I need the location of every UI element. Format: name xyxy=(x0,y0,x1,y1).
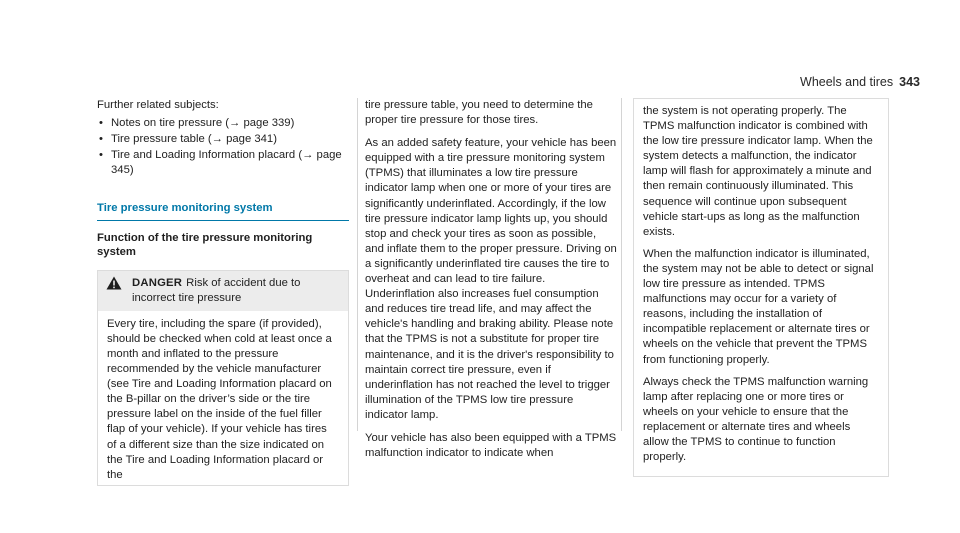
related-subjects-intro: Further related subjects: xyxy=(97,99,219,111)
page-header xyxy=(800,75,920,89)
column-divider-2 xyxy=(621,98,622,431)
section-title: Tire pressure monitoring system xyxy=(97,201,349,220)
continued-danger-box xyxy=(633,98,889,477)
danger-label: DANGER xyxy=(132,276,183,289)
danger-body: Every tire, including the spare (if provided), should be checked when cold at least once a month and inflated to the pressure recommended by the vehicle manufacturer (see Tire and Loading Information placard on the B-pillar on the driver’s side or the tire pressure label on the inside of the fuel filler flap of your vehicle). If your vehicle has tires of a different size than the size indicated on the Tire and Loading Information placard or the xyxy=(107,317,332,481)
column-3 xyxy=(633,98,889,477)
column-divider-1 xyxy=(357,98,358,431)
list-item[interactable]: • Tire and Loading Information placard (→ page 345) xyxy=(97,148,349,178)
danger-header xyxy=(98,271,348,311)
page-number: 343 xyxy=(899,75,920,89)
list-item[interactable]: • Tire pressure table (→ page 341) xyxy=(97,132,349,147)
header-title: Wheels and tires xyxy=(800,75,894,89)
warning-triangle-icon xyxy=(106,276,132,306)
paragraph: As an added safety feature, your vehicle has been equipped with a tire pressure monitoring system (TPMS) that illuminates a low tire pressure indicator lamp when one or more of your tires are significantly underinflated. Accordingly, if the low tire pressure indicator lamp lights up, you should stop and check your tires as soon as possible, and inflate them to the proper pressure. Driving on a significantly underinflated tire causes the tire to overheat and can lead to tire failure. Underinflation also increases fuel consumption and reduces tire tread life, and may affect the vehicle's handling and braking ability. Please note that the TPMS is not a substitute for proper tire maintenance, and it is the driver's responsibility to maintain correct tire pressure, even if underinflation has not reached the level to trigger illumination of the TPMS low tire pressure indicator lamp. xyxy=(365,137,617,421)
paragraph: Always check the TPMS malfunction warning lamp after replacing one or more tires or wheels on your vehicle to ensure that the replacement or alternate tires and wheels allow the TPMS to continue to function properly. xyxy=(643,375,869,464)
danger-heading: Risk of accident due to incorrect tire pressure xyxy=(132,276,301,304)
related-subjects-list xyxy=(97,116,349,178)
danger-box xyxy=(97,270,349,486)
column-2 xyxy=(365,98,617,469)
paragraph: the system is not operating properly. The TPMS malfunction indicator is combined with the low tire pressure indicator lamp. When the system detects a malfunction, the indicator lamp will flash for approximately a minute and then remain continuously illuminated. This sequence will continue upon subsequent vehicle start-ups as long as the malfunction exists. xyxy=(643,105,873,238)
column-1 xyxy=(97,98,349,486)
paragraph: tire pressure table, you need to determine the proper tire pressure for those tires. xyxy=(365,99,593,127)
list-item[interactable]: • Notes on tire pressure (→ page 339) xyxy=(97,116,349,131)
sub-title: Function of the tire pressure monitoring system xyxy=(97,231,313,258)
paragraph: When the malfunction indicator is illuminated, the system may not be able to detect or signal low tire pressure as intended. TPMS malfunctions may occur for a variety of reasons, including the installation of incompatible replacement or alternate tires or wheels on the vehicle that prevent the TPMS from functioning properly. xyxy=(643,247,874,366)
paragraph: Your vehicle has also been equipped with a TPMS malfunction indicator to indicate when xyxy=(365,431,617,460)
